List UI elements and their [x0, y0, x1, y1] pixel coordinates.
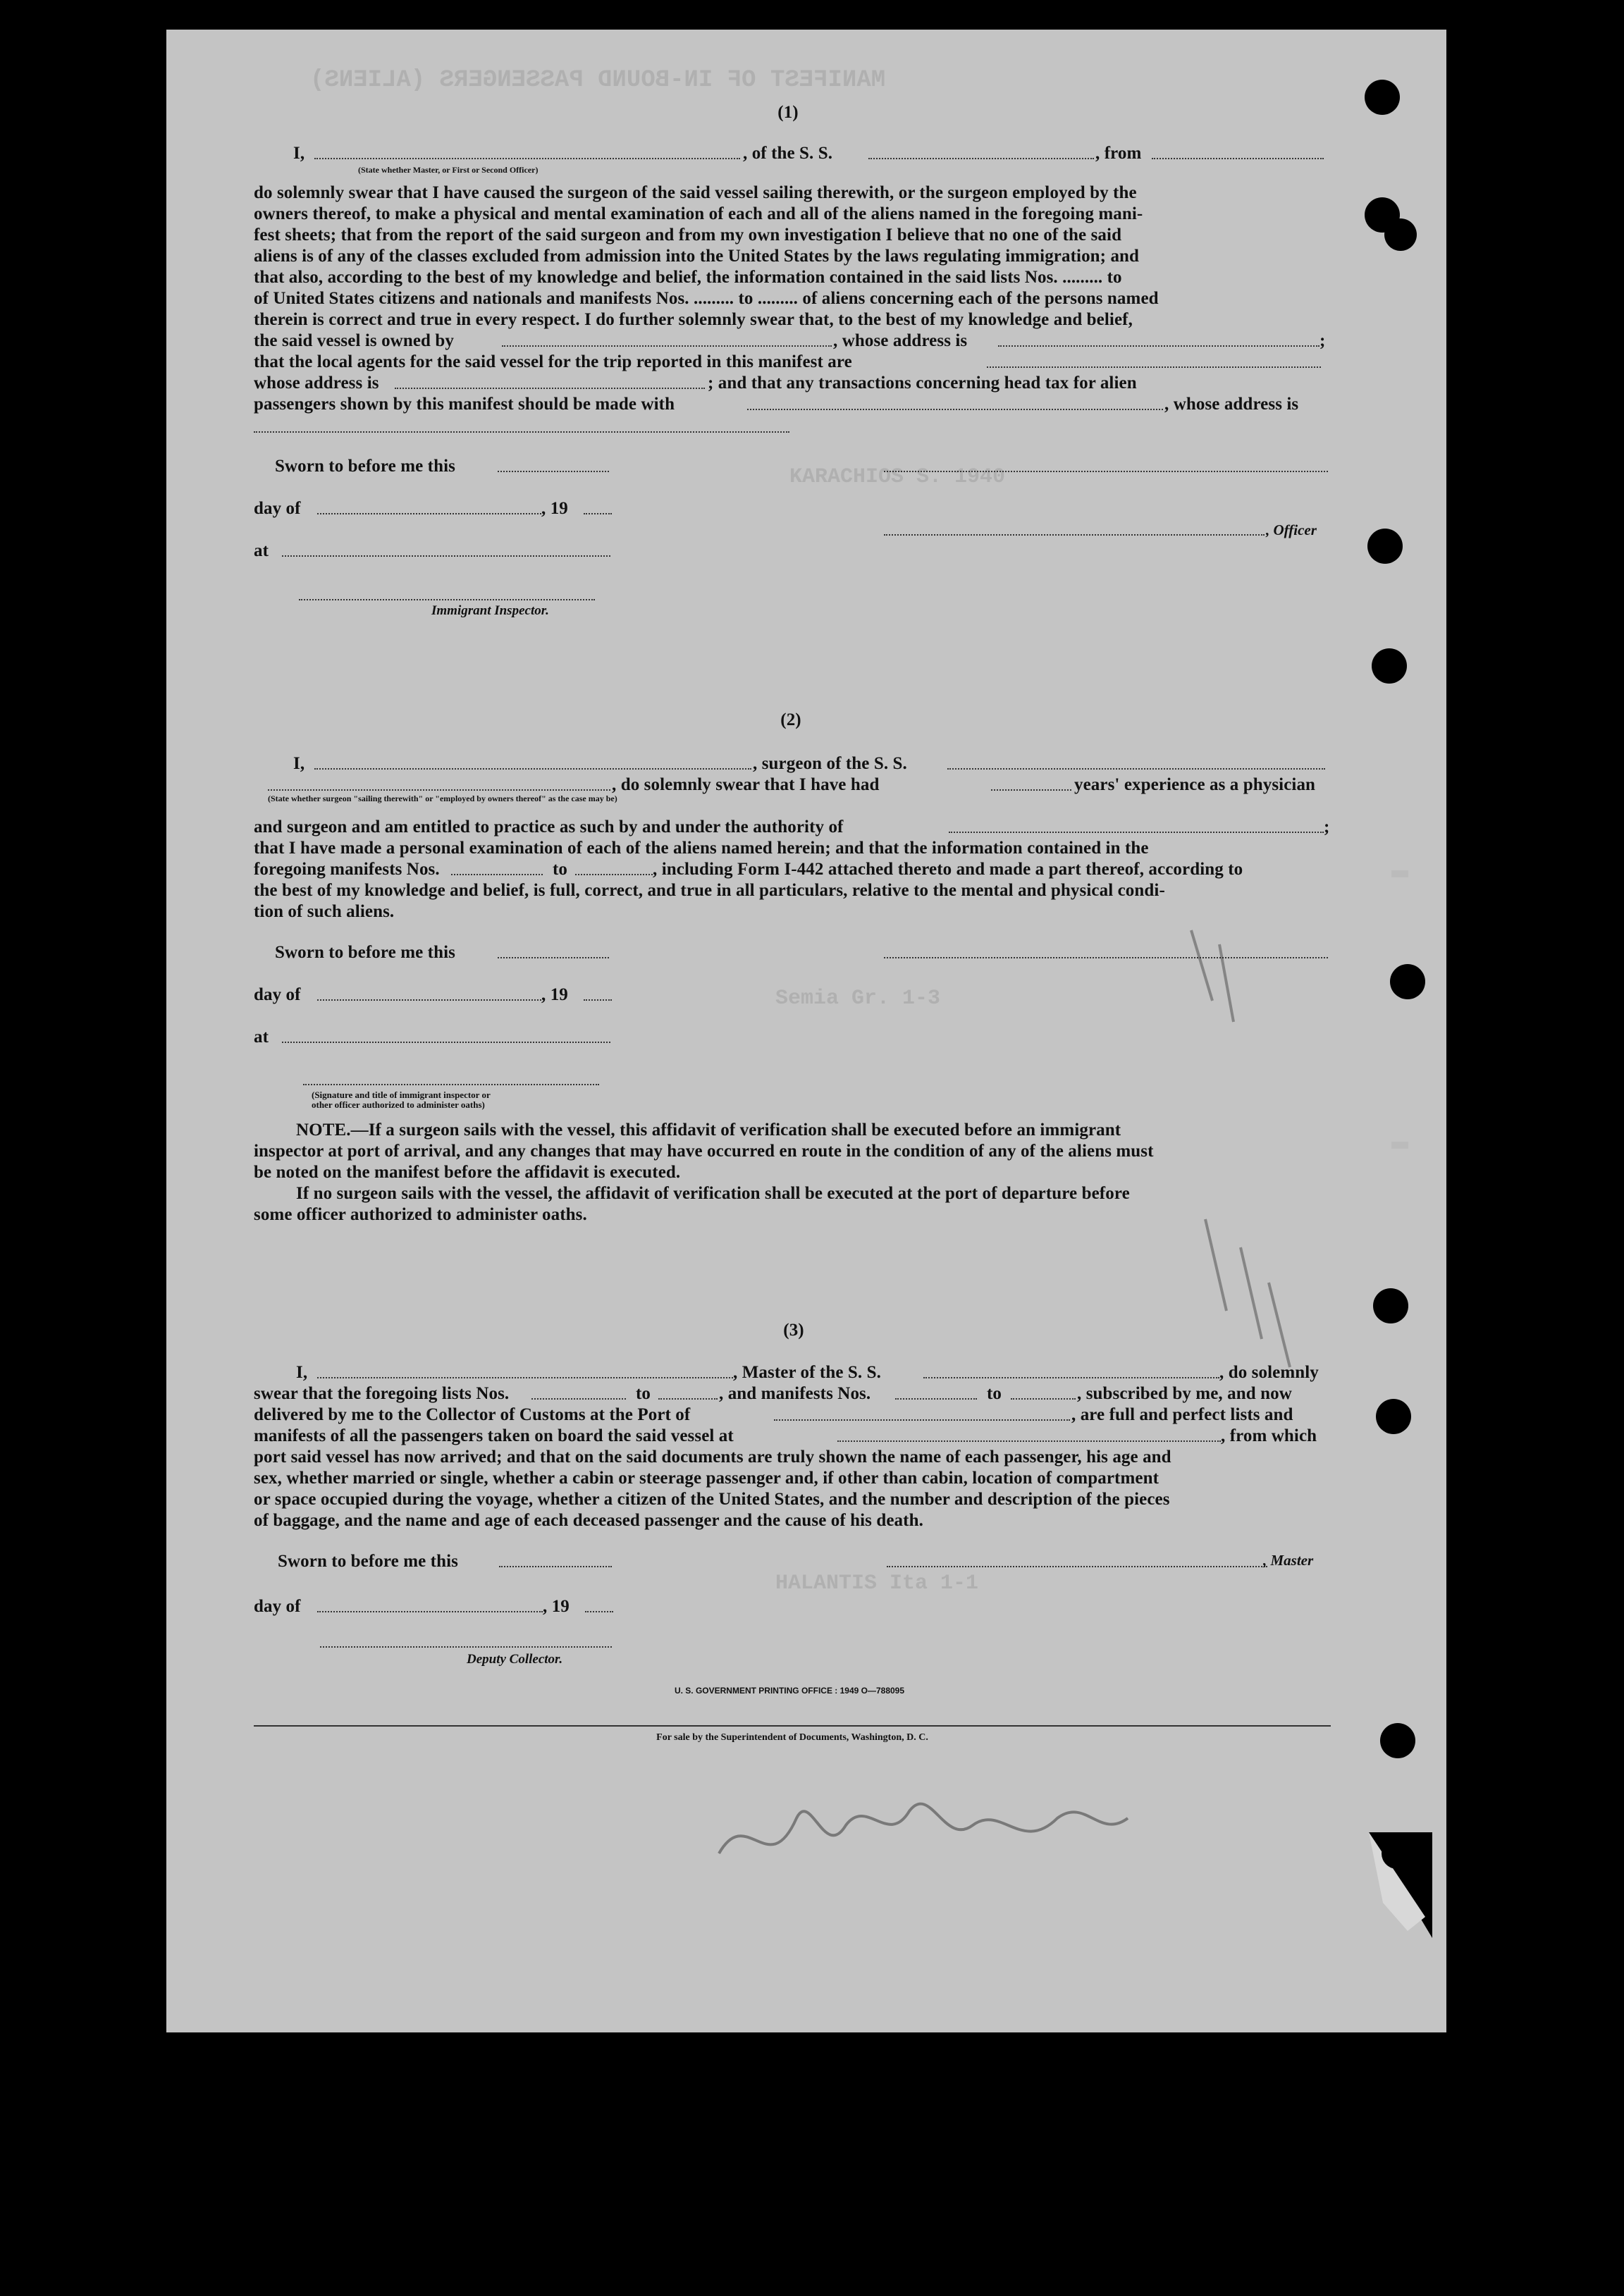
s1-inspector-label: Immigrant Inspector. [431, 603, 549, 618]
s2-line: , including Form I-442 attached thereto and made a part thereof, according to [653, 860, 1243, 879]
s3-i-label: I, [296, 1363, 308, 1382]
s1-agents-address-field[interactable] [395, 388, 705, 389]
s3-lists-to-field[interactable] [658, 1398, 718, 1400]
s3-swear-text: , do solemnly [1219, 1363, 1319, 1382]
s1-at-label: at [254, 541, 269, 560]
punch-hole [1365, 80, 1400, 115]
s1-sworn-label: Sworn to before me this [275, 457, 455, 476]
s2-authority-field[interactable] [949, 832, 1324, 833]
s3-line: or space occupied during the voyage, whether a citizen of the United States, and the number and description of the pieces [254, 1490, 1170, 1509]
section-3-number: (3) [783, 1321, 804, 1340]
s2-sworn-field[interactable] [498, 957, 609, 958]
s2-inspector-signature-field[interactable] [303, 1084, 599, 1085]
bleed-through-text: HALANTIS Ita 1-1 [775, 1572, 979, 1596]
s2-swear-text: , do solemnly swear that I have had [612, 775, 880, 794]
s1-line: owners thereof, to make a physical and mental examination of each and all of the aliens named in the foregoing mani- [254, 204, 1143, 223]
s1-headtax-address-label: , whose address is [1164, 395, 1299, 414]
s1-line: therein is correct and true in every respect. I do further solemnly swear that, to the best of my knowledge and belief, [254, 310, 1133, 329]
s3-sworn-label: Sworn to before me this [278, 1552, 458, 1571]
s1-day-field[interactable] [317, 513, 541, 514]
punch-hole [1379, 2261, 1414, 2296]
s3-vessel-field[interactable] [923, 1377, 1219, 1378]
s3-manifest-to-field[interactable] [1011, 1398, 1076, 1400]
check-marks [1184, 916, 1325, 1409]
bleed-through-text: Semia Gr. 1-3 [775, 987, 941, 1011]
s2-authority-label: and surgeon and am entitled to practice as such by and under the authority of [254, 817, 844, 837]
s2-year-label: , 19 [541, 985, 568, 1004]
s1-officer-signature-field[interactable] [884, 471, 1328, 472]
punch-hole [1384, 218, 1417, 251]
bleed-through-text: KARACHIOS S. 1940 [789, 465, 1006, 489]
footer-rule [254, 1725, 1331, 1727]
s1-line: aliens is of any of the classes excluded from admission into the United States by the laws regulating immigration; and [254, 247, 1140, 266]
punch-hole [1390, 964, 1425, 999]
s1-headtax-field[interactable] [747, 409, 1163, 410]
s3-line: of baggage, and the name and age of each deceased passenger and the cause of his death. [254, 1511, 923, 1530]
s2-punct: ; [1324, 817, 1330, 837]
s1-ss-label: , of the S. S. [743, 144, 833, 163]
s3-sworn-field[interactable] [499, 1566, 612, 1567]
s3-master-label: , Master [1263, 1552, 1314, 1569]
s3-manifests-label: , and manifests Nos. [719, 1384, 871, 1403]
s3-to-label: to [987, 1384, 1002, 1403]
s2-note: inspector at port of arrival, and any changes that may have occurred en route in the condition of any of the aliens must [254, 1142, 1154, 1161]
folded-corner [1369, 1832, 1432, 1938]
s3-ss-label: , Master of the S. S. [733, 1363, 881, 1382]
s1-dayof-label: day of [254, 499, 301, 518]
for-sale-notice: For sale by the Superintendent of Documents, Washington, D. C. [656, 1732, 928, 1743]
s1-from-field[interactable] [1152, 158, 1324, 159]
punch-hole [1367, 529, 1403, 564]
s2-years-text: years' experience as a physician [1074, 775, 1316, 794]
section-1-number: (1) [777, 103, 799, 122]
s1-headtax-label: passengers shown by this manifest should be made with [254, 395, 675, 414]
s3-line: port said vessel has now arrived; and that on the said documents are truly shown the name of each passenger, his age and [254, 1448, 1171, 1467]
s1-from-label: , from [1095, 144, 1142, 163]
handwritten-signature [705, 1762, 1198, 1882]
s2-signature-caption: other officer authorized to administer oaths) [312, 1099, 485, 1110]
s1-line: fest sheets; that from the report of the said surgeon and from my own investigation I believe that no one of the said [254, 226, 1122, 245]
s2-surgeon-name-field[interactable] [314, 768, 751, 770]
s2-i-label: I, [293, 754, 305, 773]
s1-inspector-signature-field[interactable] [299, 599, 595, 600]
s1-officer-name-field[interactable] [314, 158, 740, 159]
s3-master-name-field[interactable] [317, 1377, 733, 1378]
s2-year-field[interactable] [584, 999, 612, 1001]
punch-hole [1373, 1288, 1408, 1323]
s1-officer-title-field[interactable] [884, 534, 1265, 536]
s3-to-label: to [636, 1384, 651, 1403]
s2-at-label: at [254, 1027, 269, 1047]
s2-line: the best of my knowledge and belief, is full, correct, and true in all particulars, relative to the mental and physical condi- [254, 881, 1165, 900]
s2-manifests-label: foregoing manifests Nos. [254, 860, 440, 879]
s1-year-label: , 19 [541, 499, 568, 518]
s3-deputy-signature-field[interactable] [320, 1646, 612, 1648]
s2-line: that I have made a personal examination of each of the aliens named herein; and that the information contained in the [254, 839, 1149, 858]
s3-vessel-at-label: manifests of all the passengers taken on board the said vessel at [254, 1426, 734, 1445]
page-mark [1391, 870, 1408, 877]
s3-manifest-from-field[interactable] [895, 1398, 977, 1400]
s1-agents-field[interactable] [987, 366, 1321, 368]
s3-port-field[interactable] [774, 1419, 1070, 1421]
s2-vessel-field[interactable] [947, 768, 1325, 770]
s1-punct: ; [1320, 331, 1326, 350]
s2-manifest-to-field[interactable] [575, 874, 653, 875]
s1-officer-label: , Officer [1266, 521, 1317, 538]
gpo-imprint: U. S. GOVERNMENT PRINTING OFFICE : 1949 O—788095 [674, 1686, 905, 1696]
s1-line: that also, according to the best of my knowledge and belief, the information contained in the said lists Nos. ......... to [254, 268, 1122, 287]
s2-at-field[interactable] [282, 1042, 610, 1043]
s1-i-label: I, [293, 144, 305, 163]
s1-year-field[interactable] [584, 513, 612, 514]
s2-note: be noted on the manifest before the affidavit is executed. [254, 1163, 681, 1182]
s1-owner-field[interactable] [502, 345, 832, 347]
s2-line: tion of such aliens. [254, 902, 395, 921]
s3-master-signature-field[interactable] [887, 1566, 1267, 1567]
s2-note: If no surgeon sails with the vessel, the affidavit of verification shall be executed at the port of departure before [296, 1184, 1130, 1203]
s2-note: NOTE.—If a surgeon sails with the vessel, this affidavit of verification shall be executed before an immigrant [296, 1121, 1121, 1140]
page-mark [1391, 1142, 1408, 1149]
s3-lists-from-field[interactable] [531, 1398, 626, 1400]
s1-line: of United States citizens and nationals and manifests Nos. ......... to ......... of aliens concerning each of the persons named [254, 289, 1159, 308]
s1-owner-address-field[interactable] [998, 345, 1320, 347]
s3-port-label: delivered by me to the Collector of Customs at the Port of [254, 1405, 691, 1424]
s2-sworn-label: Sworn to before me this [275, 943, 455, 962]
bleed-through-header: MANIFEST OF IN-BOUND PASSENGERS (ALIENS) [310, 67, 886, 94]
s2-to-label: to [553, 860, 568, 879]
s2-sailing-field[interactable] [268, 789, 610, 791]
s1-owner-label: the said vessel is owned by [254, 331, 454, 350]
s2-dayof-label: day of [254, 985, 301, 1004]
s1-headtax-address-field[interactable] [254, 431, 789, 433]
punch-hole [1372, 648, 1407, 684]
s3-lists-text: , are full and perfect lists and [1071, 1405, 1293, 1424]
s3-vessel-at-field[interactable] [837, 1440, 1221, 1442]
s3-from-which-text: , from which [1221, 1426, 1317, 1445]
s2-manifest-from-field[interactable] [451, 874, 543, 875]
s1-agents-address-label: whose address is [254, 374, 379, 393]
s1-owner-address-label: , whose address is [833, 331, 968, 350]
s1-agents-label: that the local agents for the said vessel for the trip reported in this manifest are [254, 352, 852, 371]
s1-officer-caption: (State whether Master, or First or Second Officer) [358, 165, 539, 175]
section-2-number: (2) [780, 710, 801, 729]
s2-note: some officer authorized to administer oaths. [254, 1205, 587, 1224]
punch-hole [1380, 1723, 1415, 1758]
s3-subscribed-text: , subscribed by me, and now [1077, 1384, 1292, 1403]
s3-year-field[interactable] [585, 1611, 613, 1612]
s1-head-tax-text: ; and that any transactions concerning head tax for alien [708, 374, 1137, 393]
s1-line: do solemnly swear that I have caused the surgeon of the said vessel sailing therewith, or the surgeon employed by the [254, 183, 1137, 202]
s3-lists-label: swear that the foregoing lists Nos. [254, 1384, 510, 1403]
s3-dayof-label: day of [254, 1597, 301, 1616]
s3-deputy-label: Deputy Collector. [467, 1652, 563, 1667]
s2-years-field[interactable] [991, 789, 1071, 791]
s2-surgeon-caption: (State whether surgeon "sailing therewith" or "employed by owners thereof" as the case may be) [268, 794, 617, 803]
s3-line: sex, whether married or single, whether a cabin or steerage passenger and, if other than cabin, location of compartment [254, 1469, 1159, 1488]
s2-signature-caption: (Signature and title of immigrant inspector or [312, 1090, 491, 1100]
punch-hole [1376, 1399, 1411, 1434]
s1-vessel-field[interactable] [868, 158, 1094, 159]
s1-sworn-field[interactable] [498, 471, 609, 472]
s3-day-field[interactable] [317, 1611, 543, 1612]
s2-ss-label: , surgeon of the S. S. [753, 754, 907, 773]
s3-year-label: , 19 [543, 1597, 570, 1616]
s2-day-field[interactable] [317, 999, 541, 1001]
s1-at-field[interactable] [282, 555, 610, 557]
